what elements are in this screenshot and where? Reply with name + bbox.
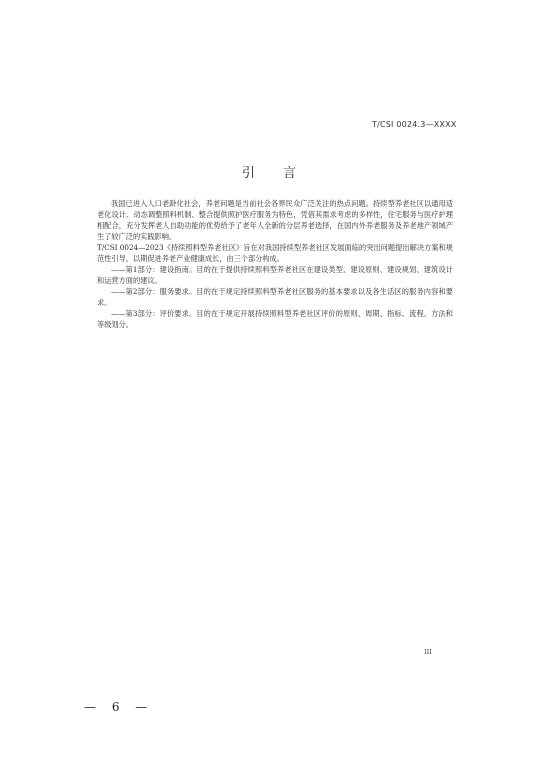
body-text — [97, 198, 453, 330]
page-number: — 6 — — [84, 700, 154, 714]
list-item: ——第1部分：建设指南。目的在于提供持续照料型养老社区在建设类型、建设原则、建设规划、建筑设计和运营方面的建议。 — [97, 265, 453, 285]
roman-page-number: III — [424, 648, 432, 656]
list-item: ——第2部分：服务要求。目的在于规定持续照料型养老社区服务的基本要求以及各生活区的服务内容和要求。 — [97, 287, 453, 307]
paragraph: T/CSI 0024—2023《持续照料型养老社区》旨在对我国持续型养老社区发展面临的突出问题提出解决方案和规范性引导，以期促进养老产业健康成长，由三个部分构成。 — [97, 243, 453, 263]
list-item: ——第3部分：评价要求。目的在于规定开展持续照料型养老社区评价的原则、周期、指标、流程、方法和等级划分。 — [97, 309, 453, 329]
document-code: T/CSI 0024.3—XXXX — [372, 120, 457, 129]
paragraph: 我国已进入人口老龄化社会，养老问题是当前社会各界民众广泛关注的热点问题。持续型养老社区以通用适老化设计、动态调整照料机制、整合提供照护医疗服务为特色，凭借其需求考虑的多样性，住宅服务与医疗护理相配合，充分发挥老人自助功能的优势给予了老年人全新的分层养老选择，在国内外养老服务及养老地产领域产生了较广泛的实践影响。 — [97, 199, 453, 241]
section-title: 引 言 — [241, 166, 309, 181]
